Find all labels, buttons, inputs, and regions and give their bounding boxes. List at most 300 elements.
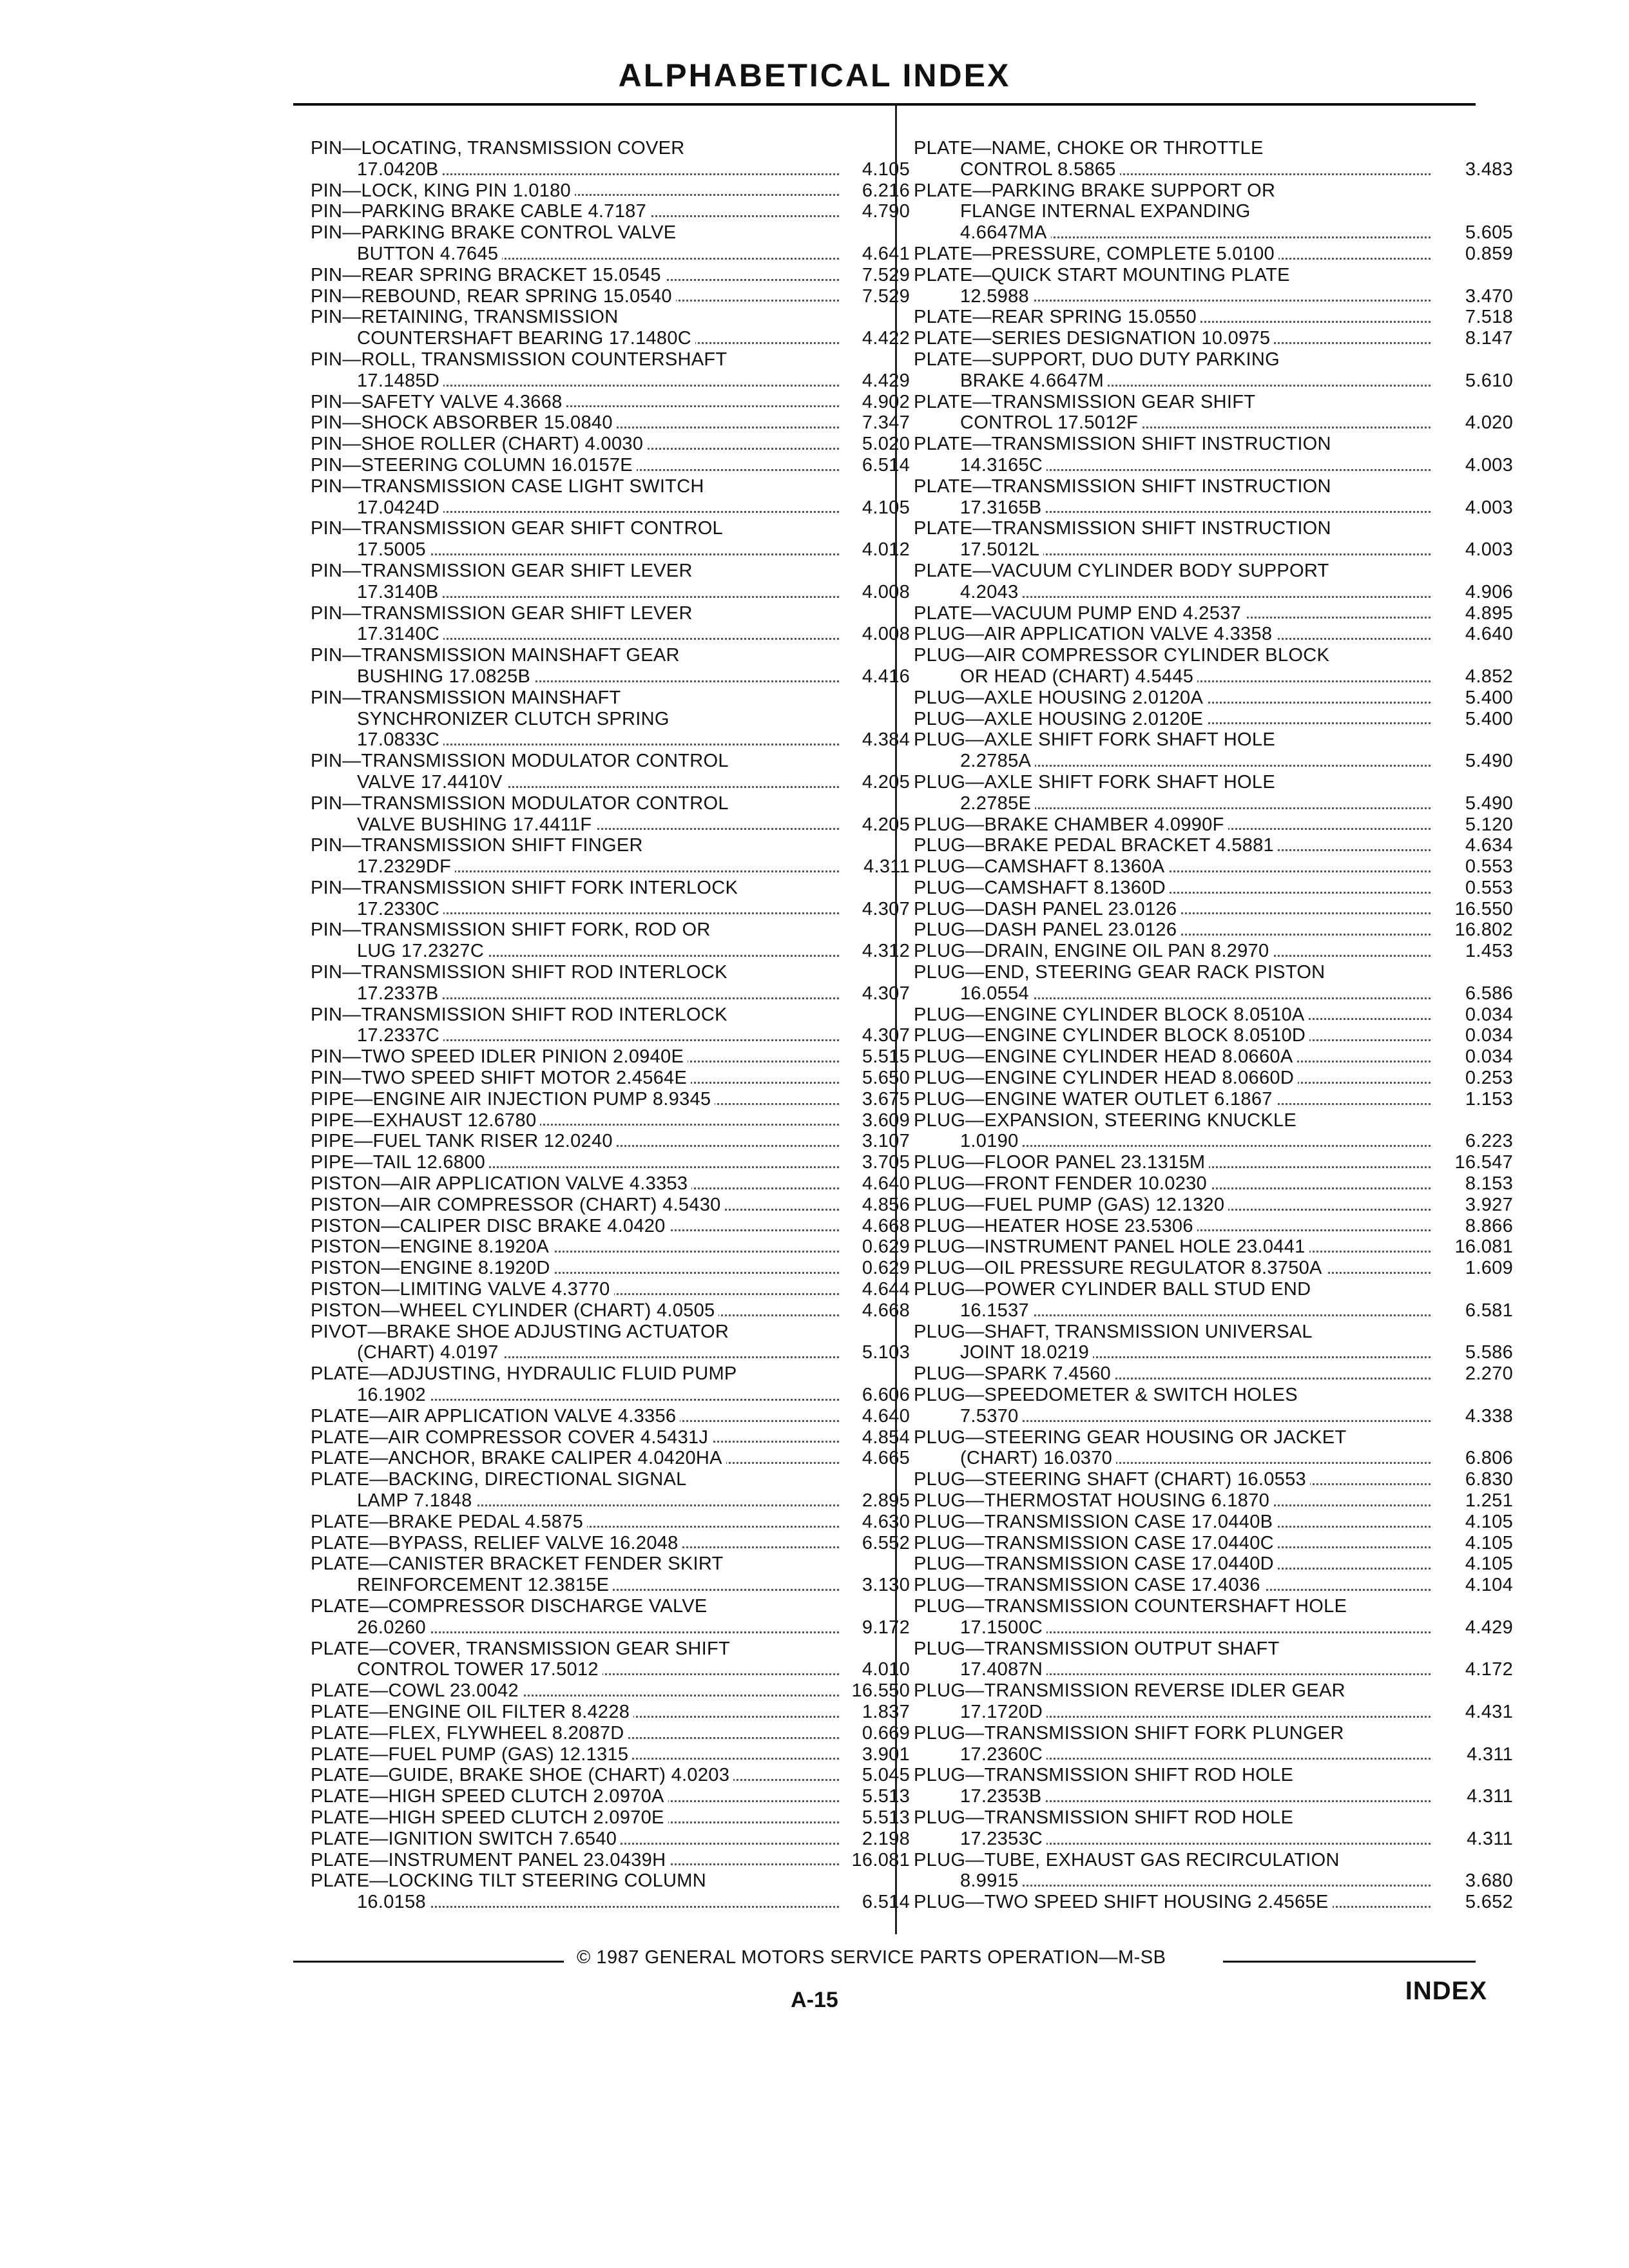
- entry-text: PLATE—BRAKE PEDAL 4.5875: [311, 1512, 587, 1533]
- index-entry-line: [914, 286, 1513, 307]
- entry-text: PIN—SHOE ROLLER (CHART) 4.0030: [311, 434, 647, 455]
- index-entry-line: [914, 1068, 1513, 1089]
- entry-text: PIPE—FUEL TANK RISER 12.0240: [311, 1131, 617, 1152]
- index-entry-line: [914, 1004, 1513, 1026]
- index-entry-line: [311, 412, 910, 434]
- footer-rule-left: [293, 1961, 564, 1963]
- index-entry-line: [311, 1363, 910, 1385]
- entry-text: PLUG—STEERING SHAFT (CHART) 16.0553: [914, 1469, 1310, 1490]
- entry-text: PLUG—AIR COMPRESSOR CYLINDER BLOCK: [914, 645, 1333, 666]
- entry-text: SYNCHRONIZER CLUTCH SPRING: [357, 709, 673, 730]
- index-entry-line: [914, 1195, 1513, 1216]
- index-entry-line: [311, 265, 910, 286]
- entry-page-ref: 5.020: [862, 434, 910, 455]
- index-entry-line: [914, 138, 1513, 159]
- entry-page-ref: 5.610: [1465, 370, 1513, 391]
- index-entry-line: [311, 1870, 910, 1892]
- index-entry-line: [914, 793, 1513, 814]
- entry-text: (CHART) 16.0370: [960, 1448, 1116, 1469]
- index-entry-line: [914, 1807, 1513, 1829]
- footer-copyright: © 1987 GENERAL MOTORS SERVICE PARTS OPERATION—M-SB: [577, 1947, 1166, 1968]
- index-entry-line: [311, 1575, 910, 1596]
- entry-page-ref: 0.253: [1465, 1068, 1513, 1089]
- entry-text: 7.5370: [960, 1406, 1023, 1427]
- entry-page-ref: 5.650: [862, 1068, 910, 1089]
- entry-text: JOINT 18.0219: [960, 1342, 1093, 1363]
- entry-text: PLATE—IGNITION SWITCH 7.6540: [311, 1829, 621, 1850]
- index-entry-line: [311, 624, 910, 645]
- index-entry-line: [311, 1321, 910, 1343]
- index-entry-line: [914, 645, 1513, 666]
- index-entry-line: [914, 1512, 1513, 1533]
- index-entry-line: [914, 751, 1513, 772]
- entry-page-ref: 4.431: [1465, 1701, 1513, 1722]
- entry-text: CONTROL 17.5012F: [960, 412, 1142, 434]
- index-entry-line: [914, 1744, 1513, 1765]
- entry-text: BUTTON 4.7645: [357, 244, 502, 265]
- section-label: INDEX: [1405, 1977, 1487, 2005]
- entry-text: 17.2353C: [960, 1829, 1046, 1850]
- entry-page-ref: 4.205: [862, 814, 910, 835]
- entry-text: PIN—TRANSMISSION CASE LIGHT SWITCH: [311, 476, 708, 497]
- index-entry-line: [311, 349, 910, 370]
- entry-text: PLUG—TRANSMISSION REVERSE IDLER GEAR: [914, 1680, 1349, 1702]
- entry-page-ref: 0.553: [1465, 856, 1513, 878]
- entry-page-ref: 5.515: [862, 1046, 910, 1068]
- entry-page-ref: 16.550: [851, 1680, 910, 1702]
- entry-text: 12.5988: [960, 286, 1033, 307]
- index-entry-line: [311, 1173, 910, 1195]
- entry-page-ref: 5.490: [1465, 793, 1513, 814]
- index-entry-line: [914, 729, 1513, 751]
- index-entry-line: [914, 687, 1513, 709]
- entry-text: PIN—TRANSMISSION MODULATOR CONTROL: [311, 751, 733, 772]
- index-entry-line: [914, 1469, 1513, 1490]
- index-entry-line: [311, 814, 910, 836]
- entry-page-ref: 6.514: [862, 1892, 910, 1913]
- index-entry-line: [914, 1702, 1513, 1723]
- index-entry-line: [311, 370, 910, 392]
- index-entry-line: [914, 624, 1513, 645]
- entry-page-ref: 4.105: [862, 159, 910, 180]
- entry-text: 4.2043: [960, 582, 1023, 603]
- entry-text: PIN—LOCATING, TRANSMISSION COVER: [311, 138, 689, 159]
- entry-page-ref: 4.311: [1467, 1828, 1513, 1849]
- entry-page-ref: 5.400: [1465, 708, 1513, 729]
- index-entry-line: [311, 222, 910, 244]
- entry-text: PLUG—INSTRUMENT PANEL HOLE 23.0441: [914, 1236, 1309, 1258]
- entry-page-ref: 4.641: [862, 243, 910, 264]
- index-entry-line: [914, 1342, 1513, 1363]
- entry-page-ref: 7.529: [862, 285, 910, 307]
- index-entry-line: [311, 1659, 910, 1680]
- entry-page-ref: 4.906: [1465, 581, 1513, 602]
- entry-text: PIN—TRANSMISSION MODULATOR CONTROL: [311, 793, 733, 814]
- entry-text: PLUG—AXLE SHIFT FORK SHAFT HOLE: [914, 729, 1279, 751]
- entry-text: 16.1537: [960, 1300, 1033, 1321]
- index-entry-line: [311, 1342, 910, 1363]
- entry-text: CONTROL TOWER 17.5012: [357, 1659, 602, 1680]
- entry-page-ref: 3.705: [862, 1152, 910, 1173]
- entry-page-ref: 4.902: [862, 391, 910, 412]
- index-entry-line: [311, 1702, 910, 1723]
- entry-page-ref: 4.856: [862, 1194, 910, 1215]
- entry-page-ref: 0.553: [1465, 877, 1513, 898]
- entry-text: PLATE—ADJUSTING, HYDRAULIC FLUID PUMP: [311, 1363, 741, 1385]
- footer-rule-right: [1223, 1961, 1476, 1963]
- index-entry-line: [914, 265, 1513, 286]
- entry-text: BRAKE 4.6647M: [960, 370, 1108, 392]
- entry-page-ref: 4.105: [1465, 1532, 1513, 1553]
- entry-page-ref: 6.223: [1465, 1131, 1513, 1152]
- index-entry-line: [914, 434, 1513, 455]
- entry-text: PLUG—FUEL PUMP (GAS) 12.1320: [914, 1195, 1228, 1216]
- entry-text: 17.2329DF: [357, 856, 455, 878]
- entry-page-ref: 4.338: [1465, 1405, 1513, 1427]
- entry-text: PISTON—ENGINE 8.1920D: [311, 1258, 554, 1279]
- entry-text: 17.3140B: [357, 582, 443, 603]
- entry-text: 14.3165C: [960, 455, 1046, 476]
- entry-text: (CHART) 4.0197: [357, 1342, 503, 1363]
- entry-text: PLUG—EXPANSION, STEERING KNUCKLE: [914, 1110, 1300, 1131]
- entry-text: PLUG—ENGINE CYLINDER HEAD 8.0660A: [914, 1046, 1296, 1068]
- entry-page-ref: 4.384: [862, 729, 910, 751]
- entry-page-ref: 3.483: [1465, 159, 1513, 180]
- entry-text: LUG 17.2327C: [357, 941, 488, 962]
- entry-page-ref: 16.802: [1454, 919, 1513, 941]
- entry-text: PLATE—CANISTER BRACKET FENDER SKIRT: [311, 1553, 728, 1575]
- entry-text: PLATE—AIR COMPRESSOR COVER 4.5431J: [311, 1427, 712, 1448]
- entry-text: PLATE—REAR SPRING 15.0550: [914, 307, 1200, 328]
- entry-text: PISTON—AIR APPLICATION VALVE 4.3353: [311, 1173, 691, 1195]
- entry-page-ref: 4.003: [1465, 454, 1513, 476]
- entry-text: PLUG—ENGINE WATER OUTLET 6.1867: [914, 1089, 1277, 1110]
- index-entry-line: [311, 286, 910, 307]
- entry-text: 17.1720D: [960, 1702, 1046, 1723]
- entry-text: PLATE—COVER, TRANSMISSION GEAR SHIFT: [311, 1639, 734, 1660]
- entry-text: PIN—REAR SPRING BRACKET 15.0545: [311, 265, 665, 286]
- index-entry-line: [311, 328, 910, 349]
- index-entry-line: [914, 370, 1513, 392]
- entry-text: PLATE—FUEL PUMP (GAS) 12.1315: [311, 1744, 632, 1765]
- entry-text: PLUG—FRONT FENDER 10.0230: [914, 1173, 1211, 1195]
- entry-text: PLUG—TRANSMISSION OUTPUT SHAFT: [914, 1639, 1284, 1660]
- entry-text: PLATE—ENGINE OIL FILTER 8.4228: [311, 1702, 633, 1723]
- entry-page-ref: 5.120: [1465, 814, 1513, 835]
- index-entry-line: [311, 518, 910, 539]
- entry-text: PIN—TRANSMISSION SHIFT ROD INTERLOCK: [311, 1004, 731, 1026]
- entry-text: PLUG—TRANSMISSION CASE 17.0440D: [914, 1553, 1278, 1575]
- index-entry-line: [914, 328, 1513, 349]
- entry-text: 17.0420B: [357, 159, 443, 180]
- entry-text: PIN—TRANSMISSION SHIFT ROD INTERLOCK: [311, 962, 731, 983]
- entry-page-ref: 4.105: [1465, 1553, 1513, 1575]
- entry-text: PIN—TRANSMISSION SHIFT FORK INTERLOCK: [311, 878, 742, 899]
- page-title: ALPHABETICAL INDEX: [618, 57, 1011, 93]
- index-entry-line: [311, 1850, 910, 1871]
- entry-page-ref: 9.172: [862, 1617, 910, 1638]
- entry-page-ref: 2.895: [862, 1490, 910, 1511]
- entry-text: PIN—ROLL, TRANSMISSION COUNTERSHAFT: [311, 349, 731, 370]
- entry-page-ref: 1.251: [1465, 1490, 1513, 1511]
- index-entry-line: [914, 1236, 1513, 1258]
- index-entry-line: [914, 222, 1513, 244]
- entry-page-ref: 4.311: [863, 856, 910, 878]
- entry-text: PLATE—VACUUM CYLINDER BODY SUPPORT: [914, 561, 1333, 582]
- entry-text: LAMP 7.1848: [357, 1490, 476, 1512]
- index-entry-line: [311, 201, 910, 222]
- entry-text: PLUG—TRANSMISSION SHIFT ROD HOLE: [914, 1765, 1297, 1786]
- index-entry-line: [311, 1512, 910, 1533]
- entry-text: PLATE—TRANSMISSION GEAR SHIFT: [914, 392, 1259, 413]
- entry-page-ref: 4.012: [862, 539, 910, 561]
- index-entry-line: [311, 899, 910, 920]
- index-entry-line: [914, 1829, 1513, 1850]
- entry-page-ref: 4.429: [1465, 1617, 1513, 1638]
- entry-text: REINFORCEMENT 12.3815E: [357, 1575, 613, 1596]
- index-entry-line: [914, 1363, 1513, 1385]
- index-entry-line: [914, 518, 1513, 539]
- index-entry-line: [311, 1469, 910, 1490]
- index-entry-line: [914, 476, 1513, 497]
- index-entry-line: [311, 835, 910, 856]
- entry-text: PIN—TRANSMISSION MAINSHAFT GEAR: [311, 645, 684, 666]
- entry-page-ref: 16.081: [1454, 1236, 1513, 1258]
- entry-page-ref: 2.270: [1465, 1363, 1513, 1385]
- index-entry-line: [311, 1744, 910, 1765]
- entry-text: VALVE 17.4410V: [357, 772, 506, 793]
- entry-page-ref: 7.347: [862, 412, 910, 434]
- index-entry-line: [914, 1850, 1513, 1871]
- entry-text: PIN—TRANSMISSION MAINSHAFT: [311, 687, 625, 709]
- index-entry-line: [914, 941, 1513, 962]
- entry-text: 17.0833C: [357, 729, 443, 751]
- entry-text: PLATE—BYPASS, RELIEF VALVE 16.2048: [311, 1533, 682, 1554]
- entry-page-ref: 4.668: [862, 1215, 910, 1236]
- index-entry-line: [914, 1639, 1513, 1660]
- entry-page-ref: 0.034: [1465, 1004, 1513, 1025]
- entry-text: PIN—TRANSMISSION SHIFT FORK, ROD OR: [311, 919, 715, 941]
- entry-page-ref: 4.429: [862, 370, 910, 391]
- entry-page-ref: 4.416: [862, 666, 910, 687]
- entry-text: PLUG—ENGINE CYLINDER BLOCK 8.0510D: [914, 1025, 1309, 1046]
- entry-page-ref: 5.103: [862, 1342, 910, 1363]
- entry-text: PLATE—TRANSMISSION SHIFT INSTRUCTION: [914, 434, 1335, 455]
- entry-text: PLATE—COWL 23.0042: [311, 1680, 523, 1702]
- entry-text: PLUG—TRANSMISSION SHIFT FORK PLUNGER: [914, 1723, 1348, 1744]
- entry-text: OR HEAD (CHART) 4.5445: [960, 666, 1197, 687]
- index-entry-line: [914, 582, 1513, 603]
- entry-text: PLATE—TRANSMISSION SHIFT INSTRUCTION: [914, 476, 1335, 497]
- index-entry-line: [311, 180, 910, 202]
- index-entry-line: [311, 1110, 910, 1131]
- index-entry-line: [914, 455, 1513, 476]
- index-entry-line: [311, 392, 910, 413]
- entry-page-ref: 4.205: [862, 771, 910, 793]
- entry-page-ref: 0.034: [1465, 1025, 1513, 1046]
- entry-text: PLATE—HIGH SPEED CLUTCH 2.0970E: [311, 1807, 668, 1829]
- entry-page-ref: 0.629: [862, 1258, 910, 1279]
- index-entry-line: [311, 138, 910, 159]
- index-column-left: [311, 138, 910, 1913]
- entry-page-ref: 16.550: [1454, 898, 1513, 919]
- index-entry-line: [311, 1639, 910, 1660]
- entry-page-ref: 5.045: [862, 1765, 910, 1786]
- entry-page-ref: 4.312: [862, 941, 910, 962]
- entry-text: PIN—PARKING BRAKE CABLE 4.7187: [311, 201, 650, 222]
- entry-text: PIN—SHOCK ABSORBER 15.0840: [311, 412, 617, 434]
- entry-text: 17.5005: [357, 539, 430, 561]
- entry-text: PLATE—ANCHOR, BRAKE CALIPER 4.0420HA: [311, 1448, 726, 1469]
- entry-text: PLUG—BRAKE CHAMBER 4.0990F: [914, 814, 1228, 836]
- index-entry-line: [311, 1427, 910, 1448]
- index-entry-line: [311, 962, 910, 983]
- index-entry-line: [311, 941, 910, 962]
- entry-page-ref: 4.895: [1465, 602, 1513, 624]
- index-entry-line: [914, 412, 1513, 434]
- entry-text: PLUG—STEERING GEAR HOUSING OR JACKET: [914, 1427, 1350, 1448]
- entry-text: PLUG—TRANSMISSION CASE 17.4036: [914, 1575, 1264, 1596]
- entry-text: FLANGE INTERNAL EXPANDING: [960, 201, 1255, 222]
- index-entry-line: [914, 1680, 1513, 1702]
- entry-text: PLUG—TRANSMISSION CASE 17.0440C: [914, 1533, 1278, 1554]
- entry-page-ref: 3.680: [1465, 1870, 1513, 1892]
- index-entry-line: [914, 1110, 1513, 1131]
- entry-text: PLATE—PRESSURE, COMPLETE 5.0100: [914, 244, 1278, 265]
- index-entry-line: [914, 1553, 1513, 1575]
- index-entry-line: [311, 1765, 910, 1786]
- entry-page-ref: 4.640: [862, 1173, 910, 1195]
- index-entry-line: [914, 1448, 1513, 1469]
- entry-page-ref: 1.609: [1465, 1258, 1513, 1279]
- index-entry-line: [914, 1723, 1513, 1744]
- entry-page-ref: 0.859: [1465, 243, 1513, 264]
- entry-text: PLATE—SUPPORT, DUO DUTY PARKING: [914, 349, 1284, 370]
- index-entry-line: [914, 180, 1513, 202]
- entry-page-ref: 8.153: [1465, 1173, 1513, 1195]
- index-entry-line: [311, 1553, 910, 1575]
- entry-text: PLUG—ENGINE CYLINDER HEAD 8.0660D: [914, 1068, 1298, 1089]
- entry-text: PISTON—LIMITING VALVE 4.3770: [311, 1279, 614, 1300]
- entry-page-ref: 5.586: [1465, 1342, 1513, 1363]
- dot-leader: [960, 1885, 1431, 1887]
- index-entry-line: [311, 1596, 910, 1617]
- entry-text: PLATE—AIR APPLICATION VALVE 4.3356: [311, 1406, 680, 1427]
- entry-text: 17.4087N: [960, 1659, 1046, 1680]
- index-entry-line: [311, 434, 910, 455]
- index-entry-line: [914, 709, 1513, 730]
- index-entry-line: [914, 539, 1513, 561]
- entry-page-ref: 4.307: [862, 983, 910, 1004]
- index-entry-line: [311, 856, 910, 878]
- index-entry-line: [311, 751, 910, 772]
- entry-text: 17.5012L: [960, 539, 1043, 561]
- index-entry-line: [311, 793, 910, 814]
- index-entry-line: [914, 1258, 1513, 1279]
- entry-text: PLUG—TUBE, EXHAUST GAS RECIRCULATION: [914, 1850, 1344, 1871]
- entry-page-ref: 6.552: [862, 1532, 910, 1553]
- entry-page-ref: 6.216: [862, 180, 910, 201]
- index-entry-line: [311, 1385, 910, 1406]
- index-entry-line: [914, 1025, 1513, 1046]
- entry-text: 17.1500C: [960, 1617, 1046, 1639]
- entry-page-ref: 7.518: [1465, 307, 1513, 328]
- entry-page-ref: 5.513: [862, 1786, 910, 1807]
- index-entry-line: [914, 159, 1513, 180]
- index-entry-line: [311, 1786, 910, 1807]
- entry-text: PISTON—WHEEL CYLINDER (CHART) 4.0505: [311, 1300, 718, 1321]
- index-entry-line: [311, 1236, 910, 1258]
- index-entry-line: [311, 1448, 910, 1469]
- entry-text: PIN—TRANSMISSION GEAR SHIFT LEVER: [311, 603, 697, 624]
- entry-page-ref: 5.513: [862, 1807, 910, 1828]
- index-entry-line: [914, 1173, 1513, 1195]
- entry-text: PLATE—PARKING BRAKE SUPPORT OR: [914, 180, 1279, 202]
- index-entry-line: [311, 919, 910, 941]
- entry-page-ref: 16.547: [1454, 1152, 1513, 1173]
- entry-text: PLUG—AIR APPLICATION VALVE 4.3358: [914, 624, 1276, 645]
- entry-text: COUNTERSHAFT BEARING 17.1480C: [357, 328, 695, 349]
- entry-page-ref: 4.634: [1465, 835, 1513, 856]
- entry-page-ref: 4.790: [862, 201, 910, 222]
- index-entry-line: [311, 497, 910, 519]
- entry-text: 17.0424D: [357, 497, 443, 519]
- index-entry-line: [914, 1279, 1513, 1300]
- entry-text: PLATE—FLEX, FLYWHEEL 8.2087D: [311, 1723, 628, 1744]
- index-entry-line: [311, 1279, 910, 1300]
- dot-leader: [960, 596, 1431, 598]
- index-entry-line: [914, 1617, 1513, 1639]
- index-entry-line: [311, 1490, 910, 1512]
- entry-text: PLUG—ENGINE CYLINDER BLOCK 8.0510A: [914, 1004, 1309, 1026]
- index-entry-line: [311, 539, 910, 561]
- entry-text: PIN—TWO SPEED SHIFT MOTOR 2.4564E: [311, 1068, 691, 1089]
- index-entry-line: [311, 878, 910, 899]
- entry-page-ref: 0.034: [1465, 1046, 1513, 1068]
- index-entry-line: [311, 582, 910, 603]
- index-entry-line: [914, 1870, 1513, 1892]
- entry-page-ref: 3.130: [862, 1575, 910, 1596]
- index-entry-line: [311, 1046, 910, 1068]
- entry-page-ref: 3.609: [862, 1110, 910, 1131]
- entry-text: PIN—SAFETY VALVE 4.3668: [311, 392, 566, 413]
- entry-page-ref: 3.901: [862, 1744, 910, 1765]
- index-entry-line: [914, 561, 1513, 582]
- index-entry-line: [914, 1089, 1513, 1110]
- index-entry-line: [311, 1004, 910, 1026]
- entry-text: PISTON—AIR COMPRESSOR (CHART) 4.5430: [311, 1195, 725, 1216]
- index-entry-line: [914, 307, 1513, 328]
- entry-page-ref: 6.806: [1465, 1448, 1513, 1469]
- index-entry-line: [914, 962, 1513, 983]
- entry-text: PLUG—TRANSMISSION SHIFT ROD HOLE: [914, 1807, 1297, 1829]
- entry-page-ref: 4.307: [862, 898, 910, 919]
- entry-page-ref: 4.307: [862, 1025, 910, 1046]
- index-entry-line: [914, 1765, 1513, 1786]
- entry-text: PIN—RETAINING, TRANSMISSION: [311, 307, 622, 328]
- index-entry-line: [311, 455, 910, 476]
- entry-text: PLUG—OIL PRESSURE REGULATOR 8.3750A: [914, 1258, 1326, 1279]
- index-entry-line: [311, 561, 910, 582]
- entry-text: PLATE—QUICK START MOUNTING PLATE: [914, 265, 1294, 286]
- dot-leader: [960, 1420, 1431, 1422]
- entry-page-ref: 4.105: [1465, 1511, 1513, 1532]
- entry-page-ref: 6.606: [862, 1385, 910, 1406]
- index-entry-line: [311, 1300, 910, 1321]
- entry-text: 17.1485D: [357, 370, 443, 392]
- entry-text: PLUG—SPEEDOMETER & SWITCH HOLES: [914, 1385, 1302, 1406]
- dot-leader: [960, 1145, 1431, 1147]
